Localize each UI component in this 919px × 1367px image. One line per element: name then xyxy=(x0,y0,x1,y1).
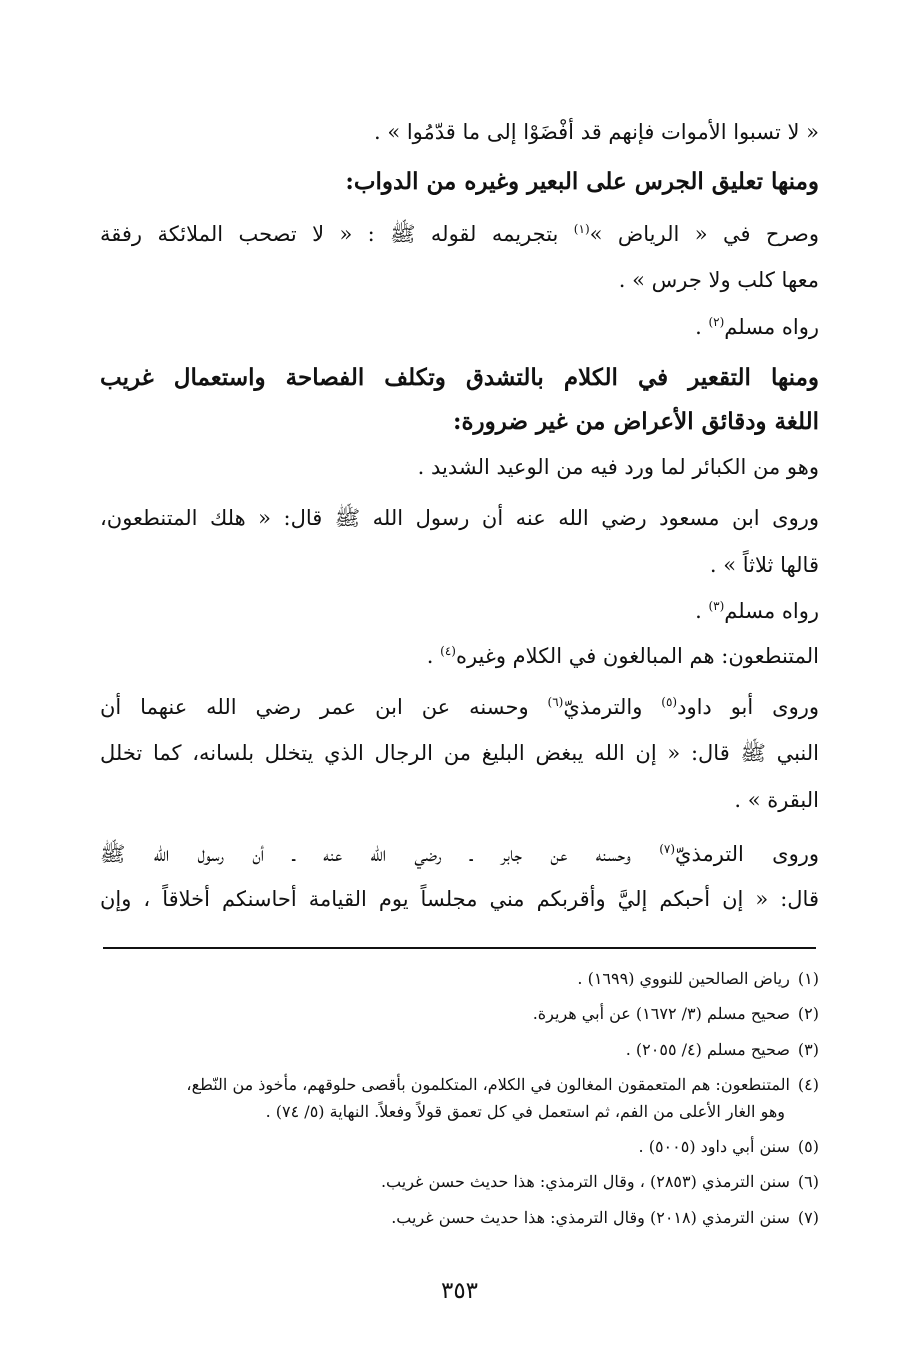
footnote-item xyxy=(99,1171,819,1193)
text-line: وروى ابن مسعود رضي الله عنه أن رسول الله ﷺ قال: « هلك المتنطعون، xyxy=(100,506,819,530)
text-span: وحسنه عن ابن عمر رضي الله عنهما أن xyxy=(100,695,548,719)
footnote-item xyxy=(99,1136,819,1158)
text-line: النبي ﷺ قال: « إن الله يبغض البليغ من الرجال الذي يتخلل بلسانه، كما تخلل xyxy=(100,741,819,765)
text-span: وحسنه عن جابر ـ رضي الله عنه ـ أن رسول الله ﷺ xyxy=(100,842,660,866)
text-line xyxy=(100,223,819,245)
text-line: « لا تسبوا الأموات فإنهم قد أفْضَوْا إلى ما قدّمُوا » . xyxy=(373,120,819,144)
footnote-ref: (٢) xyxy=(708,315,725,329)
footnotes xyxy=(99,968,819,1242)
footnote-text: سنن أبي داود (٥٠٠٥) . xyxy=(638,1136,790,1156)
footnote-item xyxy=(99,1039,819,1061)
text-line xyxy=(695,316,819,338)
footnote-number: (٥) xyxy=(797,1136,819,1156)
text-line: معها كلب ولا جرس » . xyxy=(618,268,819,292)
footnote-number: (٣) xyxy=(797,1039,819,1059)
footnote-text: سنن الترمذي (٢٠١٨) وقال الترمذي: هذا حديث حسن غريب. xyxy=(391,1207,790,1227)
footnote-text: رياض الصالحين للنووي (١٦٩٩) . xyxy=(577,969,790,988)
footnote-ref: (٥) xyxy=(661,695,678,709)
footnote-item xyxy=(99,1003,819,1025)
footnote-item xyxy=(99,1207,819,1229)
footnote-ref: (١) xyxy=(573,222,590,236)
page-number: ٣٥٣ xyxy=(440,1278,479,1304)
footnote-ref: (٧) xyxy=(659,842,676,856)
footnote-number: (٤) xyxy=(797,1075,819,1095)
text-line xyxy=(100,696,819,718)
footnote-ref: (٣) xyxy=(708,599,725,613)
section-heading: ومنها التقعير في الكلام بالتشدق وتكلف الفصاحة واستعمال غريب xyxy=(100,364,819,391)
footnote-continuation: وهو الغار الأعلى من الفم، ثم استعمل في كل تعمق قولاً وفعلاً. النهاية (٥/ ٧٤) . xyxy=(265,1101,785,1121)
text-span: رواه مسلم xyxy=(724,599,819,623)
text-span: وصرح في « الرياض » xyxy=(589,222,819,246)
text-span: والترمذيّ xyxy=(563,695,662,719)
text-span: رواه مسلم xyxy=(724,315,819,339)
text-span: . xyxy=(426,644,441,668)
footnote-item xyxy=(99,1074,819,1123)
text-span: وروى الترمذيّ xyxy=(675,842,819,866)
footnote-text: صحيح مسلم (٣/ ١٦٧٢) عن أبي هريرة. xyxy=(532,1004,790,1024)
text-span: المتنطعون: هم المبالغون في الكلام وغيره xyxy=(455,644,819,668)
footnote-number: (٧) xyxy=(797,1207,819,1227)
section-heading: ومنها تعليق الجرس على البعير وغيره من الدواب: xyxy=(345,168,819,195)
footnote-ref: (٤) xyxy=(440,644,456,658)
footnote-text: سنن الترمذي (٢٨٥٣) ، وقال الترمذي: هذا حديث حسن غريب. xyxy=(380,1172,790,1192)
footnote-item xyxy=(99,968,819,990)
footnote-text: صحيح مسلم (٤/ ٢٠٥٥) . xyxy=(625,1039,790,1059)
footnote-number: (٦) xyxy=(797,1172,819,1192)
text-span: وروى أبو داود xyxy=(677,695,819,719)
footnote-number: (٢) xyxy=(797,1004,819,1024)
text-line xyxy=(427,645,819,667)
text-line: وهو من الكبائر لما ورد فيه من الوعيد الشديد . xyxy=(417,455,819,479)
text-line: البقرة » . xyxy=(734,788,819,812)
text-line xyxy=(695,600,819,622)
text-span: . xyxy=(695,315,709,339)
footnote-text: المتنطعون: هم المتعمقون المغالون في الكلام، المتكلمون بأقصى حلوقهم، مأخوذ من النّطع، xyxy=(186,1075,790,1095)
text-line: قالها ثلاثاً » . xyxy=(709,553,819,577)
text-span: . xyxy=(695,599,709,623)
text-line xyxy=(100,843,819,865)
footnote-number: (١) xyxy=(797,969,819,988)
text-span: بتجريمه لقوله ﷺ : « لا تصحب الملائكة رفقة xyxy=(100,222,574,246)
text-line: قال: « إن أحبكم إليَّ وأقربكم مني مجلساً يوم القيامة أحاسنكم أخلاقاً ، وإن xyxy=(100,887,819,911)
footnote-divider xyxy=(103,947,816,949)
footnote-ref: (٦) xyxy=(547,695,564,709)
section-heading: اللغة ودقائق الأعراض من غير ضرورة: xyxy=(453,408,819,435)
